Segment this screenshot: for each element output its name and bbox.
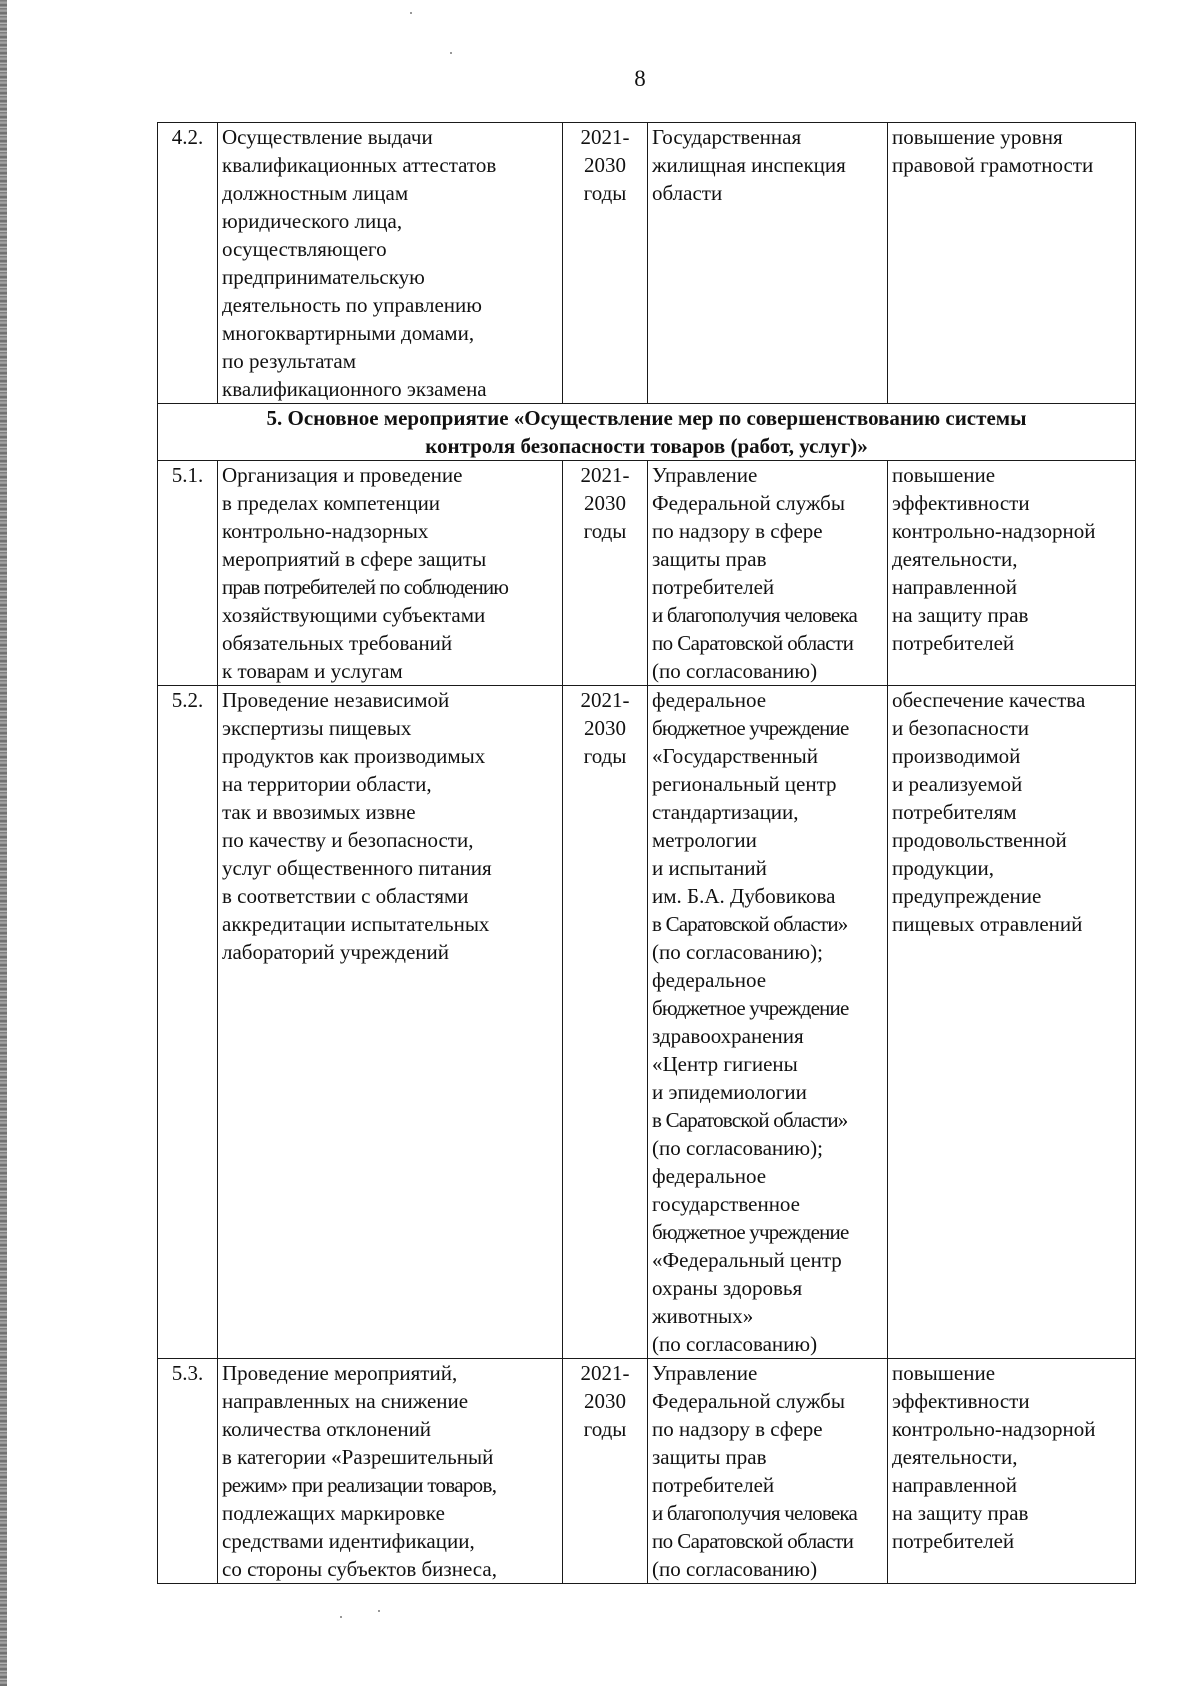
result-line: на защиту прав [892, 603, 1029, 627]
executor-line: в Саратовской области» [652, 912, 848, 936]
result-line: направленной [892, 575, 1017, 599]
executor-line: «Государственный [652, 744, 818, 768]
activity-cell [218, 1359, 563, 1584]
activity-cell [218, 461, 563, 686]
result-cell [888, 461, 1136, 686]
section-title-line: контроля безопасности товаров (работ, услуг)» [425, 434, 868, 458]
result-line: эффективности [892, 491, 1030, 515]
executor-line: и испытаний [652, 856, 767, 880]
executor-line: (по согласованию); [652, 1136, 823, 1160]
executor-line: Управление [652, 1361, 758, 1385]
activity-line: хозяйствующими субъектами [222, 603, 486, 627]
period-line: 2021- [580, 1361, 630, 1385]
row-number: 5.2. [158, 686, 218, 1359]
row-number: 4.2. [158, 123, 218, 404]
executor-line: Государственная [652, 125, 802, 149]
result-line: и безопасности [892, 716, 1030, 740]
page-number: 8 [634, 66, 646, 91]
activity-line: так и ввозимых извне [222, 800, 416, 824]
activity-line: осуществляющего [222, 237, 387, 261]
executor-line: Федеральной службы [652, 1389, 845, 1413]
activity-cell [218, 686, 563, 1359]
activity-line: лабораторий учреждений [222, 940, 450, 964]
period-line: годы [583, 519, 627, 543]
executor-line: животных» [652, 1304, 754, 1328]
executor-line: потребителей [652, 575, 775, 599]
executor-line: защиты прав [652, 547, 767, 571]
scan-speck [340, 1616, 342, 1618]
scan-speck [410, 12, 412, 14]
activity-line: направленных на снижение [222, 1389, 469, 1413]
section-title-line: 5. Основное мероприятие «Осуществление мер по совершенствованию системы [266, 406, 1027, 430]
executor-line: области [652, 181, 723, 205]
executor-line: федеральное [652, 968, 767, 992]
result-cell [888, 1359, 1136, 1584]
period-cell [563, 123, 648, 404]
executor-line: (по согласованию) [652, 659, 818, 683]
activity-line: контрольно-надзорных [222, 519, 429, 543]
activity-line: предпринимательскую [222, 265, 425, 289]
scan-speck [378, 1610, 380, 1612]
activity-line: по качеству и безопасности, [222, 828, 474, 852]
period-line: 2030 [584, 491, 626, 515]
period-line: годы [583, 181, 627, 205]
executor-line: федеральное [652, 688, 767, 712]
scan-speck [450, 52, 452, 54]
activity-cell [218, 123, 563, 404]
executor-line: здравоохранения [652, 1024, 804, 1048]
result-line: обеспечение качества [892, 688, 1086, 712]
executor-line: бюджетное учреждение [652, 1220, 849, 1244]
activity-line: Проведение независимой [222, 688, 450, 712]
period-cell [563, 1359, 648, 1584]
section-header-row [158, 404, 1136, 461]
result-line: направленной [892, 1473, 1017, 1497]
activity-line: услуг общественного питания [222, 856, 492, 880]
result-line: продукции, [892, 856, 994, 880]
activity-line: прав потребителей по соблюдению [222, 575, 508, 599]
scan-edge [0, 0, 7, 1686]
executor-line: Управление [652, 463, 758, 487]
result-line: деятельности, [892, 1445, 1018, 1469]
activity-line: аккредитации испытательных [222, 912, 490, 936]
activity-line: квалификационных аттестатов [222, 153, 497, 177]
activity-line: Осуществление выдачи [222, 125, 433, 149]
activity-line: экспертизы пищевых [222, 716, 412, 740]
result-line: контрольно-надзорной [892, 519, 1096, 543]
period-line: 2030 [584, 716, 626, 740]
table-row [158, 1359, 1136, 1584]
table-row [158, 461, 1136, 686]
executor-line: по надзору в сфере [652, 519, 823, 543]
executor-line: метрологии [652, 828, 757, 852]
activity-line: Проведение мероприятий, [222, 1361, 458, 1385]
executor-line: (по согласованию) [652, 1557, 818, 1581]
activity-line: мероприятий в сфере защиты [222, 547, 487, 571]
activity-line: подлежащих маркировке [222, 1501, 445, 1525]
executor-line: и благополучия человека [652, 603, 857, 627]
result-line: предупреждение [892, 884, 1042, 908]
activity-line: должностным лицам [222, 181, 409, 205]
executor-line: бюджетное учреждение [652, 996, 849, 1020]
result-line: повышение [892, 463, 996, 487]
result-line: правовой грамотности [892, 153, 1094, 177]
period-line: 2021- [580, 125, 630, 149]
period-line: годы [583, 744, 627, 768]
executor-line: государственное [652, 1192, 801, 1216]
result-line: потребителям [892, 800, 1017, 824]
activity-line: Организация и проведение [222, 463, 463, 487]
result-cell [888, 123, 1136, 404]
executor-cell [648, 1359, 888, 1584]
executor-line: охраны здоровья [652, 1276, 803, 1300]
period-line: годы [583, 1417, 627, 1441]
activity-line: в категории «Разрешительный [222, 1445, 494, 1469]
activity-line: со стороны субъектов бизнеса, [222, 1557, 497, 1581]
activities-table [157, 122, 1136, 1584]
executor-line: по Саратовской области [652, 631, 854, 655]
result-line: потребителей [892, 1529, 1015, 1553]
period-cell [563, 461, 648, 686]
executor-line: и эпидемиологии [652, 1080, 807, 1104]
executor-cell [648, 461, 888, 686]
period-line: 2030 [584, 153, 626, 177]
result-cell [888, 686, 1136, 1359]
activity-line: юридического лица, [222, 209, 403, 233]
activity-line: в соответствии с областями [222, 884, 469, 908]
activity-line: к товарам и услугам [222, 659, 403, 683]
executor-line: «Центр гигиены [652, 1052, 798, 1076]
activity-line: количества отклонений [222, 1417, 432, 1441]
executor-line: и благополучия человека [652, 1501, 857, 1525]
result-line: повышение уровня [892, 125, 1063, 149]
executor-line: (по согласованию) [652, 1332, 818, 1356]
activity-line: по результатам [222, 349, 357, 373]
activity-line: в пределах компетенции [222, 491, 441, 515]
executor-line: Федеральной службы [652, 491, 845, 515]
result-line: повышение [892, 1361, 996, 1385]
section-header [158, 404, 1136, 461]
activity-line: обязательных требований [222, 631, 453, 655]
executor-line: стандартизации, [652, 800, 799, 824]
executor-line: жилищная инспекция [652, 153, 846, 177]
executor-line: по Саратовской области [652, 1529, 854, 1553]
result-line: на защиту прав [892, 1501, 1029, 1525]
executor-line: защиты прав [652, 1445, 767, 1469]
result-line: пищевых отравлений [892, 912, 1083, 936]
executor-line: региональный центр [652, 772, 837, 796]
period-cell [563, 686, 648, 1359]
executor-line: бюджетное учреждение [652, 716, 849, 740]
period-line: 2021- [580, 463, 630, 487]
activity-line: продуктов как производимых [222, 744, 486, 768]
result-line: эффективности [892, 1389, 1030, 1413]
period-line: 2030 [584, 1389, 626, 1413]
result-line: производимой [892, 744, 1021, 768]
executor-line: потребителей [652, 1473, 775, 1497]
executor-line: по надзору в сфере [652, 1417, 823, 1441]
activity-line: деятельность по управлению [222, 293, 482, 317]
executor-line: им. Б.А. Дубовикова [652, 884, 836, 908]
executor-cell [648, 686, 888, 1359]
period-line: 2021- [580, 688, 630, 712]
activity-line: на территории области, [222, 772, 432, 796]
table-row [158, 686, 1136, 1359]
activity-line: режим» при реализации товаров, [222, 1473, 497, 1497]
executor-line: федеральное [652, 1164, 767, 1188]
result-line: контрольно-надзорной [892, 1417, 1096, 1441]
result-line: деятельности, [892, 547, 1018, 571]
activity-line: квалификационного экзамена [222, 377, 487, 401]
table-row [158, 123, 1136, 404]
executor-line: (по согласованию); [652, 940, 823, 964]
executor-line: в Саратовской области» [652, 1108, 848, 1132]
result-line: и реализуемой [892, 772, 1023, 796]
row-number: 5.1. [158, 461, 218, 686]
activity-line: средствами идентификации, [222, 1529, 475, 1553]
executor-cell [648, 123, 888, 404]
executor-line: «Федеральный центр [652, 1248, 842, 1272]
activity-line: многоквартирными домами, [222, 321, 475, 345]
result-line: продовольственной [892, 828, 1067, 852]
row-number: 5.3. [158, 1359, 218, 1584]
result-line: потребителей [892, 631, 1015, 655]
